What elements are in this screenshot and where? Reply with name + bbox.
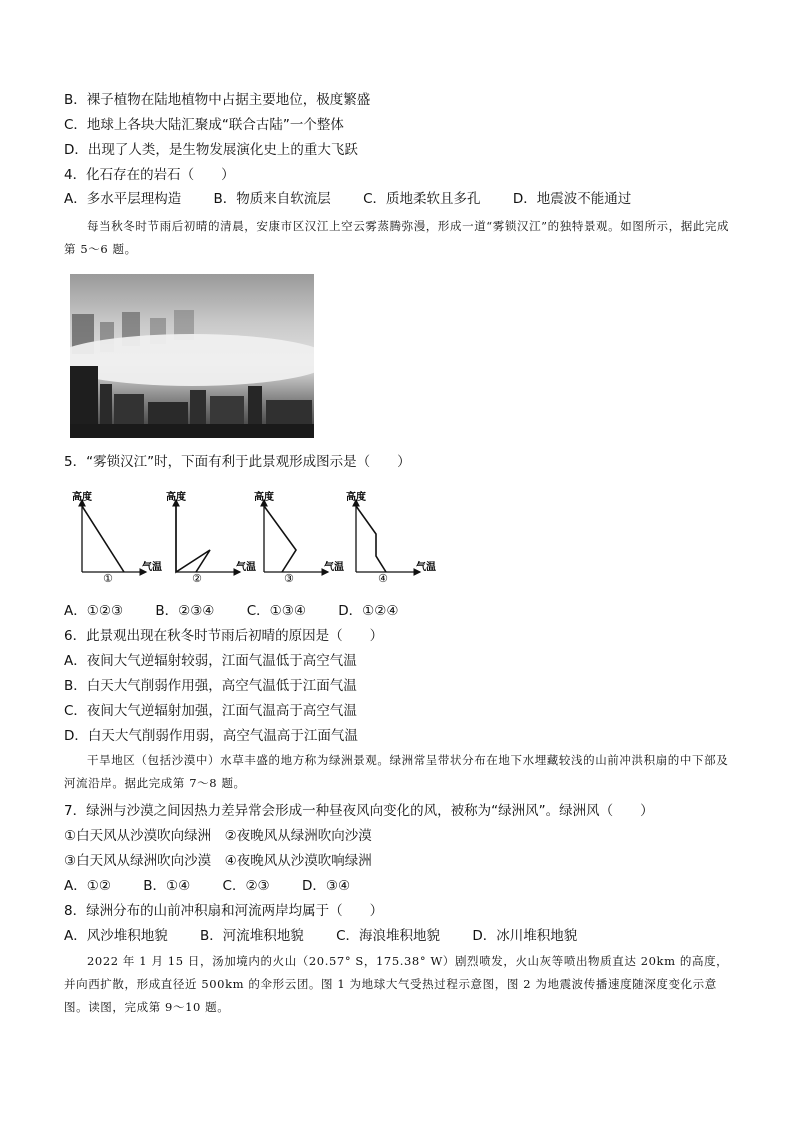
graph-2 — [166, 490, 256, 585]
q6-option-d: D．白天大气削弱作用弱，高空气温高于江面气温 — [64, 728, 358, 744]
q4-option-b: B．物质来自软流层 — [213, 191, 331, 207]
city-skyline-image — [70, 274, 314, 438]
q7-option-a: A．①② — [64, 878, 111, 894]
passage-volcano: 2022 年 1 月 15 日，汤加境内的火山（20.57° S，175.38° W）剧烈喷发，火山灰等喷出物质直达 20km 的高度，并向西扩散，形成直径近 500km 的伞形云团。图 1 为地球大气受热过程示意图，图 2 为地震波传播速度随深度变化示意图。读图，完成第 9～10 题。 — [64, 954, 729, 1014]
curve-4 — [356, 506, 386, 572]
curve-1 — [82, 506, 124, 572]
graph-1 — [72, 490, 162, 585]
q5-option-c: C．①③④ — [246, 603, 306, 619]
y-label-4: 高度 — [346, 492, 366, 503]
q4-option-c: C．质地柔软且多孔 — [363, 191, 481, 207]
q8-option-d: D．冰川堆积地貌 — [472, 928, 578, 944]
q5-stem: 5．“雾锁汉江”时，下面有利于此景观形成图示是（ ） — [64, 454, 411, 470]
q7-option-d: D．③④ — [301, 878, 351, 894]
q4-stem: 4．化石存在的岩石（ ） — [64, 167, 235, 183]
temperature-profile-graphs — [64, 490, 444, 585]
q8-option-b: B．河流堆积地貌 — [200, 928, 304, 944]
q8-option-a: A．风沙堆积地貌 — [64, 928, 168, 944]
y-label-1: 高度 — [72, 492, 92, 503]
q4-option-d: D．地震波不能通过 — [512, 191, 632, 207]
q7-options — [64, 876, 378, 896]
marker-3: ③ — [284, 572, 294, 585]
q8-option-c: C．海浪堆积地貌 — [336, 928, 441, 944]
q6-option-c: C．夜间大气逆辐射加强，江面气温高于高空气温 — [64, 703, 357, 719]
q7-option-c: C．②③ — [222, 878, 270, 894]
y-label-2: 高度 — [166, 492, 186, 503]
fog-river-photo — [70, 274, 314, 438]
y-label-3: 高度 — [254, 492, 274, 503]
curve-3 — [264, 506, 296, 572]
marker-1: ① — [103, 572, 113, 585]
x-label-3: 气温 — [324, 562, 344, 573]
q7-stem: 7．绿洲与沙漠之间因热力差异常会形成一种昼夜风向变化的风，被称为“绿洲风”。绿洲风（ ） — [64, 803, 654, 819]
graph-4 — [346, 490, 436, 585]
marker-4: ④ — [378, 572, 388, 585]
passage-oasis: 干旱地区（包括沙漠中）水草丰盛的地方称为绿洲景观。绿洲常呈带状分布在地下水埋藏较浅的山前冲洪积扇的中下部及河流沿岸。据此完成第 7～8 题。 — [64, 753, 729, 790]
q4-options — [64, 189, 659, 209]
q8-options — [64, 926, 605, 946]
q3-option-b: B．裸子植物在陆地植物中占据主要地位，极度繁盛 — [64, 92, 371, 108]
q5-option-b: B．②③④ — [155, 603, 215, 619]
curve-2 — [176, 506, 210, 572]
marker-2: ② — [192, 572, 202, 585]
x-label-2: 气温 — [236, 562, 256, 573]
q4-option-a: A．多水平层理构造 — [64, 191, 182, 207]
x-label-1: 气温 — [142, 562, 162, 573]
q6-option-a: A．夜间大气逆辐射较弱，江面气温低于高空气温 — [64, 653, 357, 669]
q3-option-c: C．地球上各块大陆汇聚成“联合古陆”一个整体 — [64, 117, 344, 133]
q7-option-b: B．①④ — [143, 878, 191, 894]
q5-option-d: D．①②④ — [338, 603, 399, 619]
x-label-4: 气温 — [416, 562, 436, 573]
q5-options — [64, 601, 426, 621]
q7-item-1: ①白天风从沙漠吹向绿洲 ②夜晚风从绿洲吹向沙漠 — [64, 828, 372, 844]
passage-fog: 每当秋冬时节雨后初晴的清晨，安康市区汉江上空云雾蒸腾弥漫，形成一道“雾锁汉江”的独特景观。如图所示，据此完成第 5～6 题。 — [64, 219, 730, 256]
q7-item-2: ③白天风从绿洲吹向沙漠 ④夜晚风从沙漠吹响绿洲 — [64, 853, 372, 869]
graph-3 — [254, 490, 344, 585]
q6-stem: 6．此景观出现在秋冬时节雨后初晴的原因是（ ） — [64, 628, 384, 644]
q5-option-a: A．①②③ — [64, 603, 124, 619]
q8-stem: 8．绿洲分布的山前冲积扇和河流两岸均属于（ ） — [64, 903, 384, 919]
q3-option-d: D．出现了人类，是生物发展演化史上的重大飞跃 — [64, 142, 358, 158]
q6-option-b: B．白天大气削弱作用强，高空气温低于江面气温 — [64, 678, 357, 694]
